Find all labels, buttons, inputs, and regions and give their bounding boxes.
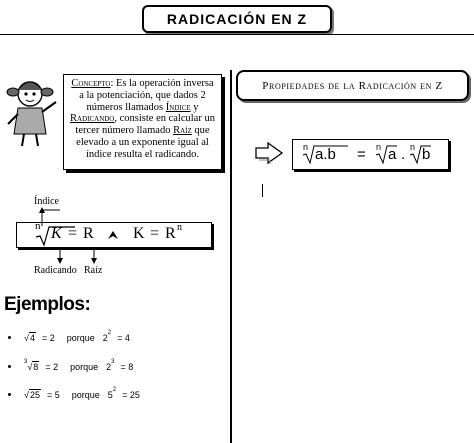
concept-text-2: , consiste en calcular un tercer número llamado <box>75 113 215 137</box>
bullet-icon <box>8 393 11 396</box>
example-row <box>8 358 134 372</box>
property-formula <box>292 139 449 170</box>
concept-text-1: : Es la operación inversa a la potenciación, que dados 2 números llamados <box>79 78 214 113</box>
concept-radicando: Radicando <box>70 113 115 125</box>
raiz-label: Raíz <box>84 265 103 276</box>
formula-Rn-base: R <box>165 225 176 242</box>
prop-lhs: a.b <box>315 146 336 163</box>
properties-title: Propiedades de la Radicación en Z <box>236 70 469 101</box>
example-row <box>8 386 140 400</box>
arrow-right-icon <box>254 142 284 164</box>
example-exp: 2 <box>112 386 117 393</box>
example-value: = 25 <box>122 389 140 400</box>
example-exp: 3 <box>111 358 115 365</box>
example-base: 2 <box>102 332 108 343</box>
example-value: = 4 <box>117 332 130 343</box>
example-porque: porque <box>71 389 100 400</box>
example-radicand: 25 <box>29 390 40 400</box>
top-divider <box>0 34 474 35</box>
example-porque: porque <box>70 361 99 372</box>
text-cursor <box>262 184 263 197</box>
radical-icon: √ <box>24 332 29 343</box>
formula-R: R <box>83 225 94 242</box>
ejemplos-title: Ejemplos: <box>4 294 91 315</box>
example-result: = 2 <box>41 332 55 343</box>
example-radicand: 8 <box>33 362 39 372</box>
concept-box <box>63 74 222 170</box>
concept-text-3: que elevado a un exponente igual al índice resulta el radicando. <box>76 125 210 160</box>
example-result: = 2 <box>45 361 59 372</box>
concept-term: Concepto <box>71 78 111 89</box>
formula-n: n <box>35 220 41 232</box>
concept-y: y <box>190 101 199 113</box>
example-index: 3 <box>24 358 28 365</box>
example-base: 5 <box>107 389 113 400</box>
formula-eq-1: = <box>68 225 78 242</box>
concept-raiz: Raíz <box>173 125 192 137</box>
formula-K-2: K <box>133 225 145 242</box>
formula-Rn-exp: n <box>177 222 182 233</box>
concept-indice: Índice <box>165 101 191 113</box>
column-divider <box>230 70 232 443</box>
example-value: = 8 <box>120 361 134 372</box>
prop-n-3: n <box>410 142 416 152</box>
example-base: 2 <box>106 361 112 372</box>
bullet-icon <box>8 336 11 339</box>
page-title: RADICACIÓN EN Z <box>142 5 332 33</box>
example-radicand: 4 <box>29 333 35 343</box>
indice-label: Índice <box>34 196 59 207</box>
example-result: = 5 <box>46 389 60 400</box>
implies-arrow-icon <box>107 230 119 240</box>
prop-n-1: n <box>303 142 309 152</box>
radical-icon: √ <box>24 389 29 400</box>
example-porque: porque <box>66 332 95 343</box>
prop-eq: = <box>357 146 366 163</box>
prop-b: b <box>422 146 431 163</box>
example-row <box>8 329 130 343</box>
formula-eq-2: = <box>150 225 160 242</box>
example-exp: 2 <box>107 329 112 336</box>
radical-icon: √ <box>27 361 33 372</box>
prop-n-2: n <box>376 142 382 152</box>
bullet-icon <box>8 365 11 368</box>
radicacion-formula <box>16 222 212 248</box>
formula-K: K <box>51 225 62 242</box>
girl-illustration <box>4 72 60 148</box>
radicando-label: Radicando <box>34 265 77 276</box>
prop-dot: . <box>401 146 406 163</box>
prop-a: a <box>388 146 397 163</box>
